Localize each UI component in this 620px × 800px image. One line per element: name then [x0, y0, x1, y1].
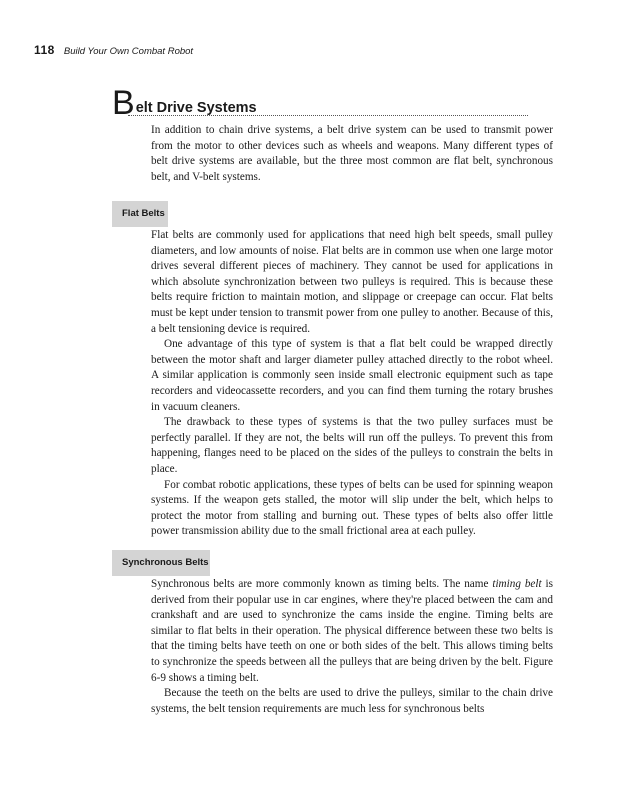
title-rule: [128, 115, 528, 116]
emphasis-term: timing belt: [492, 578, 542, 590]
subheading-synchronous-belts: Synchronous Belts: [112, 550, 210, 576]
subheading-flat-belts: Flat Belts: [112, 201, 168, 227]
text-run: is derived from their popular use in car engines, where they're placed between the cam and crankshaft and are used to synchronize the cams inside the engine. Timing belts are similar to flat belts in their operation. The physical difference between these two belts is that the timing belts have teeth on one or both sides of the belt. This allows timing belts to synchronize the speeds between all the pulleys that are being driven by the belt. Figure 6-9 shows a timing belt.: [151, 578, 553, 684]
running-head: [34, 43, 193, 57]
paragraph: Flat belts are commonly used for applications that need high belt speeds, small pulley diameters, and low amounts of noise. Flat belts are in common use when one large motor drives several different pieces of machinery. They cannot be used for applications in which absolute synchronization between two pulleys is required. This is because these belts require friction to maintain motion, and slippage or creepage can occur. Flat belts must be kept under tension to transmit power from one pulley to another. Because of this, a belt tensioning device is required.: [151, 229, 553, 335]
section-title-text: elt Drive Systems: [135, 100, 257, 116]
page-number: 118: [34, 43, 55, 57]
synchronous-belts-body: [151, 577, 553, 717]
paragraph: The drawback to these types of systems is that the two pulley surfaces must be perfectly parallel. If they are not, the belts will run off the pulleys. To prevent this from happening, flanges need to be placed on the sides of the pulleys to constrain the belts in place.: [151, 416, 553, 475]
text-run: Synchronous belts are more commonly known as timing belts. The name: [151, 578, 493, 590]
book-title: Build Your Own Combat Robot: [63, 46, 194, 57]
paragraph: [151, 577, 553, 686]
intro-paragraph: In addition to chain drive systems, a belt drive system can be used to transmit power from the motor to other devices such as wheels and weapons. Many different types of belt drive systems are available, but the three most common are flat belt, synchronous belt, and V-belt systems.: [151, 124, 553, 183]
paragraph: One advantage of this type of system is that a flat belt could be wrapped directly between the motor shaft and larger diameter pulley attached directly to the robot wheel. A similar application is commonly seen inside small electronic equipment such as tape recorders and videocassette recorders, and you can find them turning the rotary brushes in vacuum cleaners.: [151, 338, 553, 413]
drop-cap: B: [112, 84, 135, 122]
paragraph: Because the teeth on the belts are used to drive the pulleys, similar to the chain drive systems, the belt tension requirements are much less for synchronous belts: [151, 687, 553, 715]
intro-block: [151, 123, 553, 185]
flat-belts-body: [151, 228, 553, 540]
paragraph: For combat robotic applications, these types of belts can be used for spinning weapon systems. If the weapon gets stalled, the motor will slip under the belt, which helps to protect the motor from stalling and burning out. These types of belts also offer little power transmission ability due to the small frictional area at each pulley.: [151, 478, 553, 538]
section-title: [112, 84, 528, 122]
